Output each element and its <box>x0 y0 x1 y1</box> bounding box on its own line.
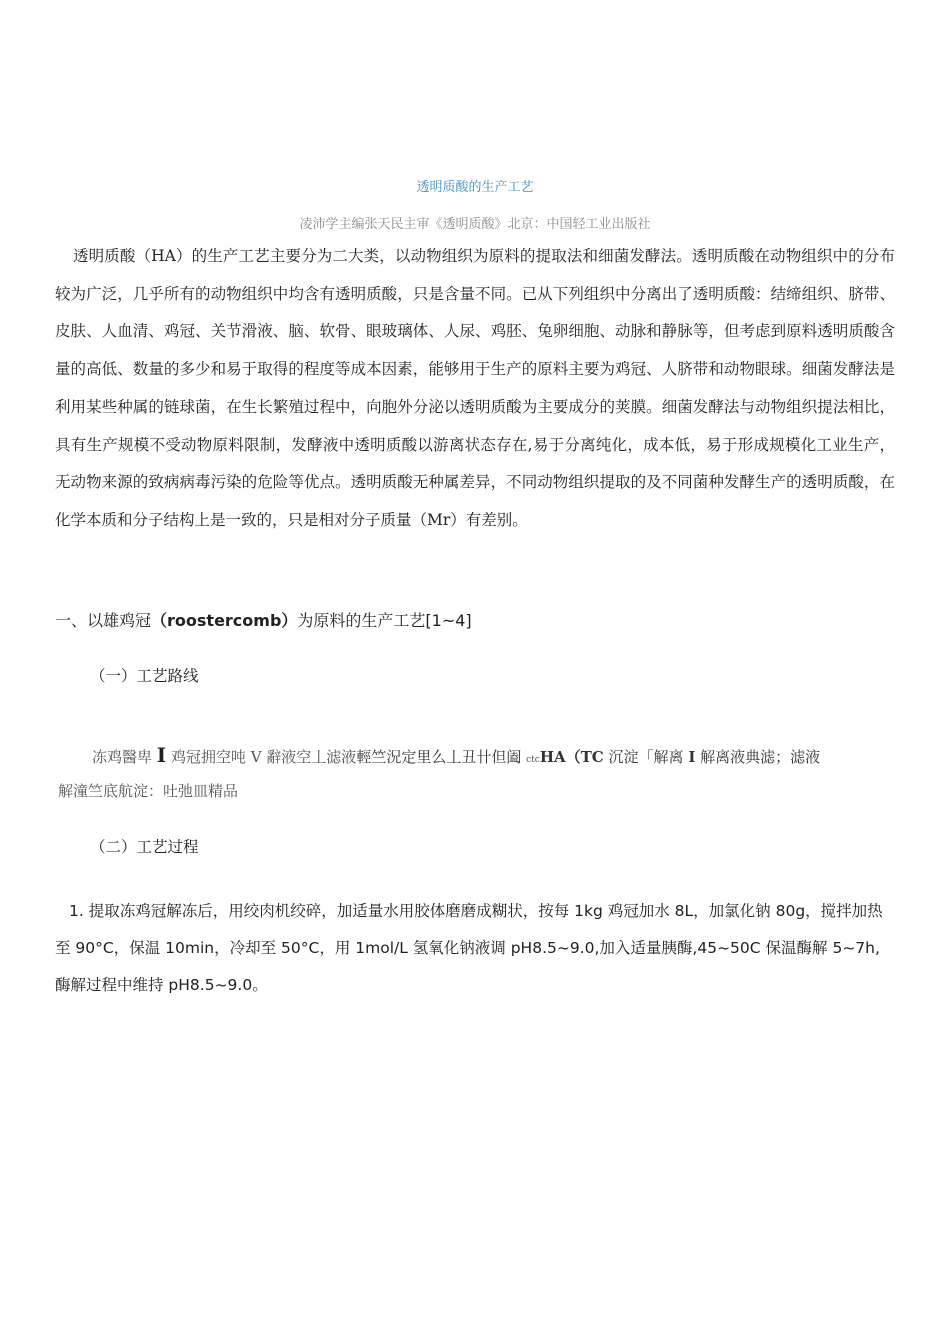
section-heading-suffix: 为原料的生产工艺[1~4] <box>297 611 472 630</box>
section-heading-1 <box>55 608 472 631</box>
document-title: 透明质酸的生产工艺 <box>416 180 534 195</box>
flow-separator: I <box>156 743 167 767</box>
process-step-1: 1. 提取冻鸡冠解冻后，用绞肉机绞碎，加适量水用胶体磨磨成糊状，按每 1kg 鸡冠加水 8L，加氯化钠 80g，搅拌加热至 90°C，保温 10min，冷却至 50°C，用 1mol/L 氢氧化钠液调 pH8.5~9.0,加入适量胰酶,45~50C 保温酶解 5~7h, 酶解过程中维持 pH8.5~9.0。 <box>55 902 883 994</box>
flow-text-f: 沉淀「解离 <box>608 748 684 766</box>
flow-text-a: 冻鸡醫卑 <box>92 748 153 766</box>
section-heading-prefix: 一、以雄鸡冠 <box>55 611 152 630</box>
flow-text-c: 輕竺況定里么丄丑卄但阖 <box>356 748 522 766</box>
flow-text-b: 鸡冠拥空吨 V 辭液空丄滤液 <box>170 748 357 766</box>
intro-paragraph: 透明质酸（HA）的生产工艺主要分为二大类，以动物组织为原料的提取法和细菌发酵法。透明质酸在动物组织中的分布较为广泛，几乎所有的动物组织中均含有透明质酸，只是含量不同。已从下列组织中分离出了透明质酸：结缔组织、脐带、皮肤、人血清、鸡冠、关节滑液、脑、软骨、眼玻璃体、人尿、鸡胚、兔卵细胞、动脉和静脉等，但考虑到原料透明质酸含量的高低、数量的多少和易于取得的程度等成本因素，能够用于生产的原料主要为鸡冠、人脐带和动物眼球。细菌发酵法是利用某些种属的链球菌，在生长繁殖过程中，向胞外分泌以透明质酸为主要成分的荚膜。细菌发酵法与动物组织提法相比，具有生产规模不受动物原料限制，发酵液中透明质酸以游离状态存在,易于分离纯化，成本低，易于形成规模化工业生产，无动物来源的致病病毒污染的危险等优点。透明质酸无种属差异，不同动物组织提取的及不同菌种发酵生产的透明质酸，在化学本质和分子结构上是一致的，只是相对分子质量（Mr）有差别。 <box>55 247 895 529</box>
subheading-process-steps: （二）工艺过程 <box>90 838 199 856</box>
process-flow-line-2: 解潼竺底航淀：吐弛皿精品 <box>58 782 239 800</box>
section-heading-english: （roostercomb） <box>151 611 298 630</box>
process-flow-line-1 <box>92 738 820 777</box>
subheading-process-route: （一）工艺路线 <box>90 667 199 685</box>
flow-text-d: ctc <box>526 755 540 765</box>
flow-text-h: 解离液典滤；滤液 <box>700 748 821 766</box>
document-byline: 凌沛学主编张天民主审《透明质酸》北京：中国轻工业出版社 <box>299 217 651 232</box>
flow-separator-2: I <box>688 748 696 766</box>
flow-text-e: HA（TC <box>539 748 604 766</box>
